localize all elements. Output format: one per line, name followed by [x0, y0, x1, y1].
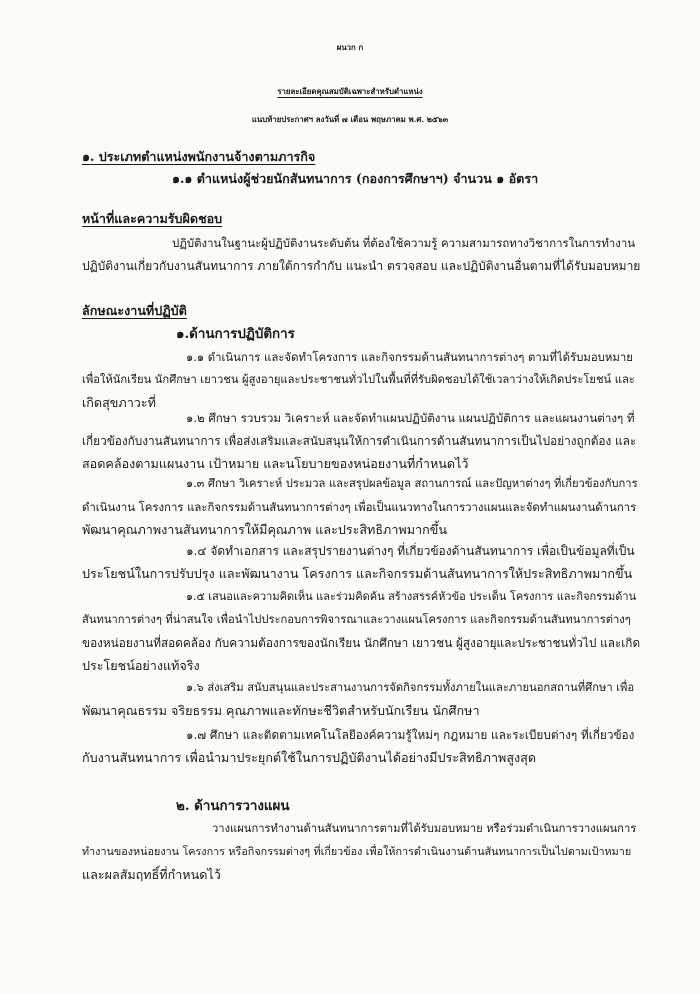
operations-title: ๑.ด้านการปฏิบัติการ [176, 326, 295, 342]
item-line: สันทนาการต่างๆ ที่น่าสนใจ เพื่อนำไปประกอบการพิจารณาและวางแผนโครงการ และกิจกรรมด้านสันทนาการต่างๆ [82, 613, 631, 626]
item-line: ๑.๗ ศึกษา และติดตามเทคโนโลยีองค์ความรู้ใหม่ๆ กฎหมาย และระเบียบต่างๆ ที่เกี่ยวข้อง [186, 728, 635, 742]
item-line: เกี่ยวข้องกับงานสันทนาการ เพื่อส่งเสริมและสนับสนุนให้การดำเนินการด้านสันทนาการเป็นไปอย่างถูกต้อง และ [82, 434, 637, 448]
duties-heading: หน้าที่และความรับผิดชอบ [82, 211, 223, 226]
item-line: สอดคล้องตามแผนงาน เป้าหมาย และนโยบายของหน่อยงานที่กำหนดไว้ [82, 456, 469, 471]
item-line: พัฒนาคุณธรรม จริยธรรม คุณภาพและทักษะชีวิตสำหรับนักเรียน นักศึกษา [82, 703, 480, 718]
attachment-line: แนบท้ายประกาศฯ ลงวันที่ ๗ เดือน พฤษภาคม พ.ศ. ๒๕๖๓ [251, 115, 449, 124]
item-line: ๑.๓ ศึกษา วิเคราะห์ ประมวล และสรุปผลข้อมูล สถานการณ์ และปัญหาต่างๆ ที่เกี่ยวข้องกับการ [186, 477, 638, 490]
item-line: กับงานสันทนาการ เพื่อนำมาประยุกต์ใช้ในการปฏิบัติงานได้อย่างมีประสิทธิภาพสูงสุด [82, 750, 537, 765]
planning-line: และผลสัมฤทธิ์ที่กำหนดไว้ [82, 867, 221, 882]
item-line: ประโยชน์ในการปรับปรุง และพัฒนางาน โครงการ และกิจกรรมด้านสันทนาการให้ประสิทธิภาพมากขึ้น [82, 566, 633, 581]
item-line: ๑.๕ เสนอและความคิดเห็น และร่วมคิดค้น สร้างสรรค์หัวข้อ ประเด็น โครงการ และกิจกรรมด้าน [186, 590, 637, 603]
planning-title: ๒. ด้านการวางแผน [176, 798, 290, 814]
item-line: เพื่อให้นักเรียน นักศึกษา เยาวชน ผู้สูงอายุและประชาชนทั่วไปในพื้นที่ที่รับผิดชอบได้ใช้เวลาว่างให้เกิดประโยชน์ และ [82, 373, 635, 386]
item-line: ๑.๒ ศึกษา รวบรวม วิเคราะห์ และจัดทำแผนปฏิบัติงาน แผนปฏิบัติการ และแผนงานต่างๆ ที่ [186, 411, 635, 425]
item-line: พัฒนาคุณภาพงานสันทนาการให้มีคุณภาพ และประสิทธิภาพมากขึ้น [82, 522, 447, 537]
item-line: ๑.๑ ดำเนินการ และจัดทำโครงการ และกิจกรรมด้านสันทนาการต่างๆ ตามที่ได้รับมอบหมาย [186, 350, 633, 364]
item-line: ประโยชน์อย่างแท้จริง [82, 658, 200, 673]
duties-line: ปฏิบัติงานในฐานะผู้ปฏิบัติงานระดับต้น ที่ต้องใช้ความรู้ ความสามารถทางวิชาการในการทำงาน [172, 236, 636, 250]
item-line: ของหน่อยงานที่สอดคล้อง กับความต้องการของนักเรียน นักศึกษา เยาวชน ผู้สูงอายุและประชาชนทั่วไป และเกิด [82, 636, 641, 650]
duties-line: ปฏิบัติงานเกี่ยวกับงานสันทนาการ ภายใต้การกำกับ แนะนำ ตรวจสอบ และปฏิบัติงานอื่นตามที่ได้รับมอบหมาย [82, 259, 641, 273]
planning-line: ทำงานของหน่อยงาน โครงการ หรือกิจกรรมต่างๆ ที่เกี่ยวข้อง เพื่อให้การดำเนินงานด้านสันทนาการเป็นไปตามเป้าหมาย [82, 845, 632, 858]
annex-title: ผนวก ก [336, 43, 364, 52]
position-line: ๑.๑ ตำแหน่งผู้ช่วยนักสันทนาการ (กองการศึกษาฯ) จำนวน ๑ อัตรา [172, 171, 539, 186]
item-line: ๑.๔ จัดทำเอกสาร และสรุปรายงานต่างๆ ที่เกี่ยวข้องด้านสันทนาการ เพื่อเป็นข้อมูลที่เป็น [186, 544, 635, 558]
document-heading: รายละเอียดคุณสมบัติเฉพาะสำหรับตำแหน่ง [277, 87, 423, 96]
item-line: เกิดสุขภาวะที่ [82, 395, 156, 410]
section-1-title: ๑. ประเภทตำแหน่งพนักงานจ้างตามภารกิจ [82, 149, 316, 164]
work-nature-heading: ลักษณะงานที่ปฏิบัติ [82, 303, 187, 318]
planning-line: วางแผนการทำงานด้านสันทนาการตามที่ได้รับมอบหมาย หรือร่วมดำเนินการวางแผนการ [212, 822, 637, 835]
item-line: ดำเนินงาน โครงการ และกิจกรรมด้านสันทนาการต่างๆ เพื่อเป็นแนวทางในการวางแผนและจัดทำแผนงานด้านการ [82, 500, 637, 514]
item-line: ๑.๖ ส่งเสริม สนับสนุนและประสานงานการจัดกิจกรรมทั้งภายในและภายนอกสถานที่ศึกษา เพื่อ [186, 681, 635, 694]
